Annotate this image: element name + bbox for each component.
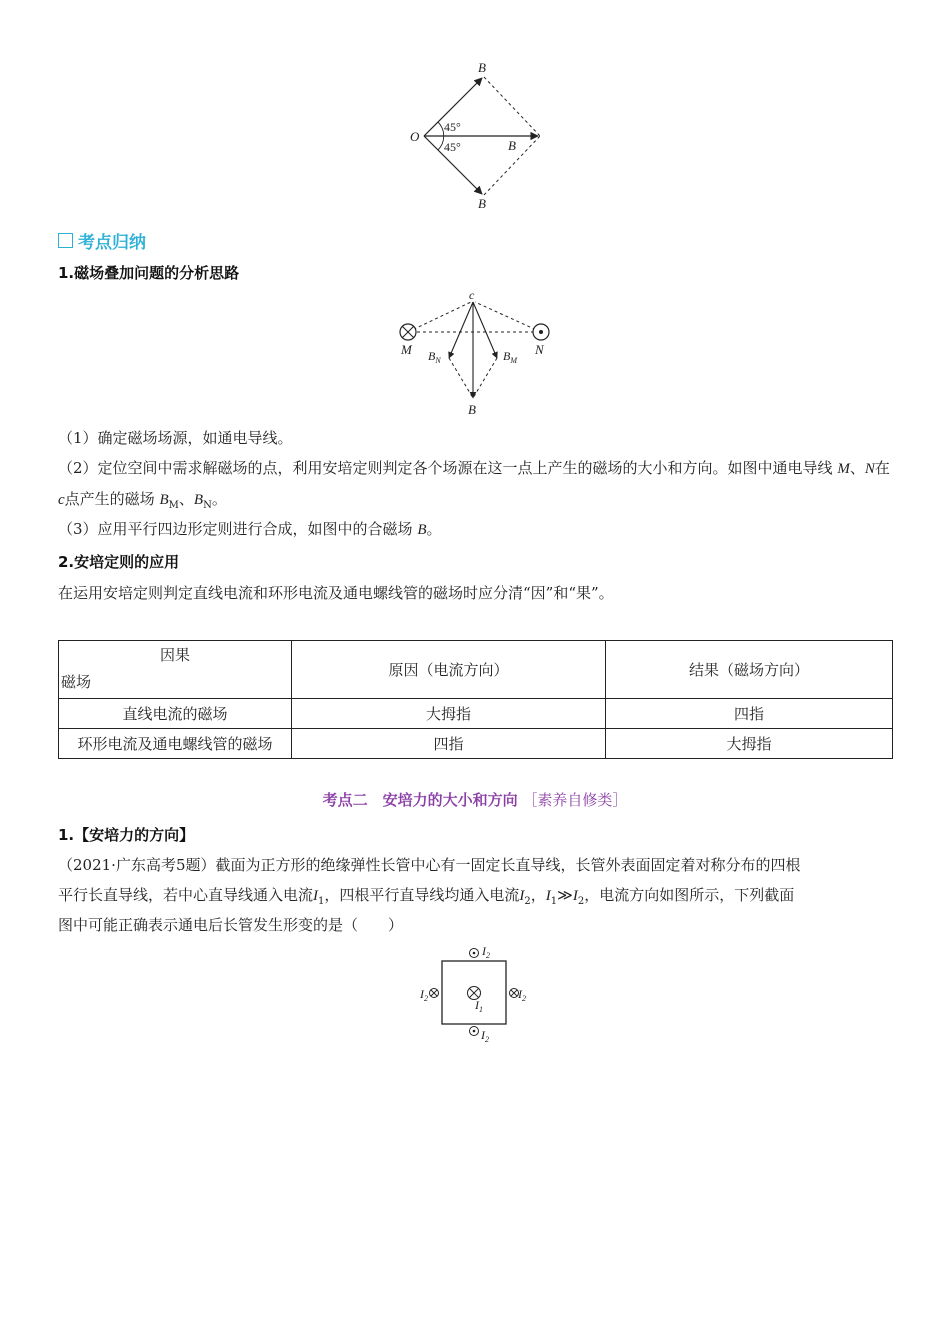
header-cause: 原因（电流方向） bbox=[292, 641, 606, 699]
question-line-3: 图中可能正确表示通电后长管发生形变的是（ ） bbox=[58, 916, 404, 934]
table-row bbox=[59, 729, 893, 759]
point-1-item-3: （3）应用平行四边形定则进行合成，如图中的合磁场 B。 bbox=[58, 520, 442, 538]
cell-field: 环形电流及通电螺线管的磁场 bbox=[59, 729, 292, 759]
cell-field: 直线电流的磁场 bbox=[59, 699, 292, 729]
question-line-1: （2021·广东高考5题）截面为正方形的绝缘弹性长管中心有一固定长直导线，长管外表面固定着对称分布的四根 bbox=[58, 856, 801, 874]
question-source: （2021·广东高考5题） bbox=[58, 856, 216, 874]
wire-bottom-dot-center bbox=[473, 1030, 476, 1033]
label-i2-left: $I_2$ bbox=[420, 987, 428, 1003]
cell-cause: 四指 bbox=[292, 729, 606, 759]
table-header-row bbox=[59, 641, 893, 699]
table-row bbox=[59, 699, 893, 729]
diagonal-header-cell bbox=[59, 641, 292, 699]
label-b: B bbox=[468, 402, 476, 417]
dashed-bm-b bbox=[473, 358, 497, 398]
figure-vector-addition bbox=[400, 58, 560, 213]
section-title bbox=[58, 228, 146, 253]
angle-label-bottom: 45° bbox=[444, 140, 461, 154]
section-title-text: 考点归纳 bbox=[78, 233, 146, 253]
question-heading: 1.【安培力的方向】 bbox=[58, 826, 195, 844]
label-bn: $B_N$ bbox=[428, 349, 441, 365]
diag-bottom-label: 磁场 bbox=[61, 673, 92, 691]
label-i2-bottom: $I_2$ bbox=[481, 1028, 489, 1044]
cell-effect: 大拇指 bbox=[606, 729, 893, 759]
label-o: O bbox=[410, 129, 420, 144]
cell-cause: 大拇指 bbox=[292, 699, 606, 729]
label-b-mid: B bbox=[508, 138, 516, 153]
label-n: N bbox=[535, 342, 544, 357]
dashed-bn-b bbox=[449, 358, 473, 398]
label-i1-center: $I_1$ bbox=[475, 998, 483, 1014]
kaodian-2-tag: ［素养自修类］ bbox=[522, 791, 628, 809]
ampere-rule-table bbox=[58, 640, 893, 759]
heading-point-1: 1.磁场叠加问题的分析思路 bbox=[58, 264, 240, 282]
point-1-item-2: （2）定位空间中需求解磁场的点，利用安培定则判定各个场源在这一点上产生的磁场的大小和方向。如图中通电导线 M、N在 c点产生的磁场 $B_M$、$B_N$。 bbox=[58, 459, 890, 511]
label-c: c bbox=[469, 288, 475, 302]
checkbox-square-icon bbox=[58, 233, 73, 248]
heading-point-2: 2.安培定则的应用 bbox=[58, 553, 180, 571]
figure-tube-cross-section bbox=[418, 942, 533, 1042]
label-i2-right: $I_2$ bbox=[518, 987, 526, 1003]
diag-top-label: 因果 bbox=[159, 646, 190, 664]
vector-bm bbox=[473, 302, 497, 358]
point-1-item-1: （1）确定磁场场源，如通电导线。 bbox=[58, 429, 293, 447]
wire-n-dot-center bbox=[539, 330, 543, 334]
kaodian-2-title bbox=[0, 789, 950, 810]
label-m: M bbox=[401, 342, 412, 357]
label-bm: $B_M$ bbox=[503, 349, 518, 365]
point-2-text: 在运用安培定则判定直线电流和环形电流及通电螺线管的磁场时应分清“因”和“果”。 bbox=[58, 584, 614, 602]
label-b-bottom: B bbox=[478, 196, 486, 211]
cell-effect: 四指 bbox=[606, 699, 893, 729]
dashed-edge-upper bbox=[484, 77, 540, 136]
question-line-2: 平行长直导线，若中心直导线通入电流$I_1$，四根平行直导线均通入电流$I_2$，$I_1≫I_2$，电流方向如图所示，下列截面 bbox=[58, 886, 795, 907]
header-effect: 结果（磁场方向） bbox=[606, 641, 893, 699]
kaodian-2-title-text: 考点二 安培力的大小和方向 bbox=[322, 791, 518, 809]
label-b-top: B bbox=[478, 60, 486, 75]
wire-top-dot-center bbox=[473, 952, 476, 955]
angle-label-top: 45° bbox=[444, 120, 461, 134]
figure-field-superposition bbox=[395, 288, 565, 418]
dashed-n-c bbox=[475, 302, 541, 332]
label-i2-top: $I_2$ bbox=[482, 944, 490, 960]
